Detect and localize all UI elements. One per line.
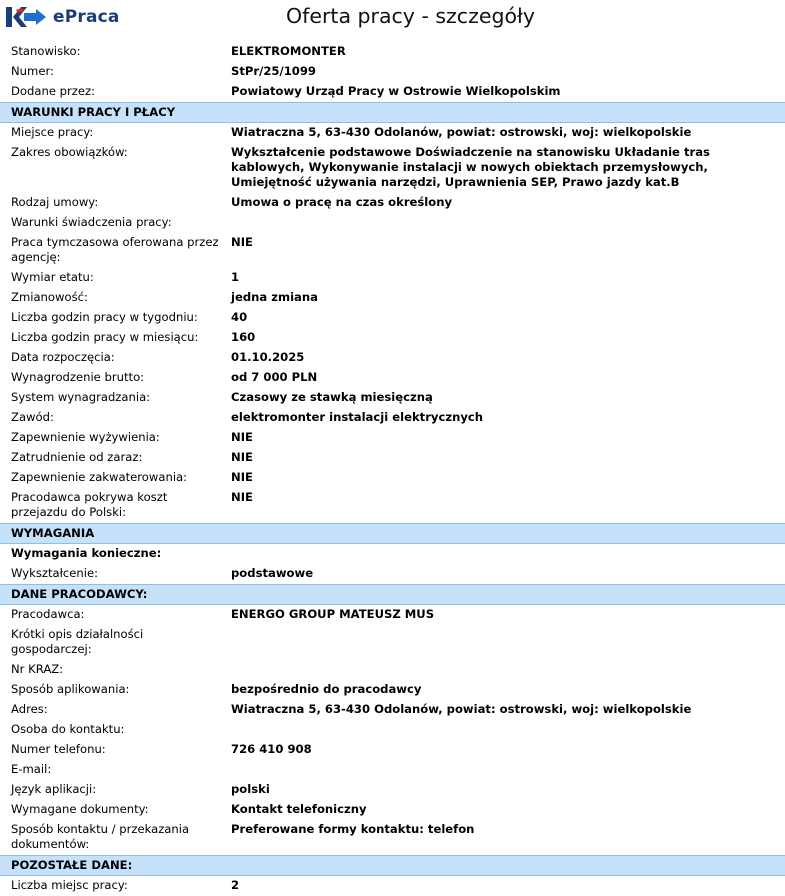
detail-value: NIE [231,450,253,464]
detail-row [0,740,785,760]
detail-value: ELEKTROMONTER [231,44,346,58]
detail-row [0,625,785,660]
detail-value: 2 [231,878,240,892]
detail-value [221,662,785,677]
detail-row [0,820,785,855]
section-header-warunki: WARUNKI PRACY I PŁACY [0,102,785,123]
detail-label: Rodzaj umowy: [11,195,99,209]
pozostale-details [0,876,785,896]
detail-value: bezpośrednio do pracodawcy [231,682,422,696]
detail-label: Wymagane dokumenty: [11,802,149,816]
detail-row [0,143,785,193]
detail-row [0,268,785,288]
detail-row [0,468,785,488]
detail-label: Liczba godzin pracy w tygodniu: [11,310,198,324]
detail-label: Numer telefonu: [11,742,106,756]
detail-label: E-mail: [11,762,52,776]
detail-label: Wynagrodzenie brutto: [11,370,145,384]
detail-value: polski [231,782,270,796]
detail-row [0,62,785,82]
detail-row [0,42,785,62]
detail-label: Sposób kontaktu / przekazania dokumentów: [11,822,190,851]
detail-row [0,564,785,584]
page-header [0,0,785,36]
detail-label: Sposób aplikowania: [11,682,130,696]
detail-value: od 7 000 PLN [231,370,318,384]
detail-label: Wykształcenie: [11,566,99,580]
detail-row [0,605,785,625]
detail-value: podstawowe [231,566,314,580]
detail-label: Pracodawca pokrywa koszt przejazdu do Polski: [11,490,168,519]
detail-value: 40 [231,310,248,324]
page-title: Oferta pracy - szczegóły [286,4,535,28]
section-header-wymagania: WYMAGANIA [0,523,785,544]
detail-row [0,213,785,233]
detail-value: Kontakt telefoniczny [231,802,367,816]
detail-row [0,308,785,328]
detail-row [0,660,785,680]
detail-row [0,488,785,523]
section-header-pracodawca: DANE PRACODAWCY: [0,584,785,605]
pracodawca-details [0,605,785,855]
detail-label: Pracodawca: [11,607,85,621]
detail-row [0,233,785,268]
detail-value: Powiatowy Urząd Pracy w Ostrowie Wielkopolskim [231,84,561,98]
detail-label: Praca tymczasowa oferowana przez agencję: [11,235,219,264]
detail-row [0,680,785,700]
section-header-pozostale: POZOSTAŁE DANE: [0,855,785,876]
detail-label: Osoba do kontaktu: [11,722,125,736]
detail-label: Data rozpoczęcia: [11,350,115,364]
detail-label: Wymiar etatu: [11,270,94,284]
detail-value: NIE [231,490,253,504]
detail-label: Język aplikacji: [11,782,97,796]
detail-value: Wiatraczna 5, 63-430 Odolanów, powiat: ostrowski, woj: wielkopolskie [231,702,692,716]
detail-label: Zatrudnienie od zaraz: [11,450,143,464]
detail-label: Warunki świadczenia pracy: [11,215,172,229]
detail-value: Czasowy ze stawką miesięczną [231,390,433,404]
detail-label: Zmianowość: [11,290,88,304]
detail-row [0,193,785,213]
detail-row [0,448,785,468]
detail-row [0,760,785,780]
detail-row [0,408,785,428]
detail-value: Wiatraczna 5, 63-430 Odolanów, powiat: ostrowski, woj: wielkopolskie [231,125,692,139]
detail-row [0,388,785,408]
detail-value: Preferowane formy kontaktu: telefon [231,822,475,836]
detail-value: NIE [231,430,253,444]
detail-label: Dodane przez: [11,84,95,98]
top-details [0,42,785,102]
detail-value: jedna zmiana [231,290,318,304]
detail-value: 160 [231,330,256,344]
detail-value [221,215,785,230]
detail-label: Zapewnienie wyżywienia: [11,430,160,444]
detail-value: 726 410 908 [231,742,312,756]
detail-value [221,722,785,737]
detail-row [0,328,785,348]
brand-name: ePraca [53,7,120,27]
detail-value: NIE [231,235,253,249]
detail-value: StPr/25/1099 [231,64,316,78]
detail-row [0,700,785,720]
detail-label: Zakres obowiązków: [11,145,128,159]
detail-label: Numer: [11,64,54,78]
detail-label: Zawód: [11,410,54,424]
detail-value [221,627,785,657]
detail-row [0,780,785,800]
detail-label: Adres: [11,702,48,716]
detail-row [0,876,785,896]
wymagania-details [0,564,785,584]
detail-value: elektromonter instalacji elektrycznych [231,410,484,424]
detail-value: Umowa o pracę na czas określony [231,195,453,209]
detail-value: NIE [231,470,253,484]
detail-row [0,720,785,740]
detail-row [0,82,785,102]
detail-row [0,123,785,143]
detail-value: ENERGO GROUP MATEUSZ MUS [231,607,435,621]
offer-details [0,42,785,896]
detail-row [0,348,785,368]
detail-value: Wykształcenie podstawowe Doświadczenie na stanowisku Układanie tras kablowych, Wykonywanie instalacji w nowych obiektach przemysłowych, Umiejętność używania narzędzi, Uprawnienia SEP, Prawo jazdy kat.B [231,145,710,189]
warunki-details [0,123,785,523]
detail-label: Krótki opis działalności gospodarczej: [11,627,144,656]
detail-value: 1 [231,270,240,284]
detail-row [0,800,785,820]
detail-label: Miejsce pracy: [11,125,94,139]
detail-label: Zapewnienie zakwaterowania: [11,470,188,484]
detail-row [0,428,785,448]
detail-label: Liczba miejsc pracy: [11,878,128,892]
required-subheading: Wymagania konieczne: [11,546,162,560]
detail-row [0,368,785,388]
detail-label: Liczba godzin pracy w miesiącu: [11,330,199,344]
detail-value: 01.10.2025 [231,350,305,364]
detail-label: System wynagradzania: [11,390,151,404]
detail-row [0,288,785,308]
detail-label: Nr KRAZ: [11,662,64,676]
detail-value [221,762,785,777]
detail-label: Stanowisko: [11,44,81,58]
